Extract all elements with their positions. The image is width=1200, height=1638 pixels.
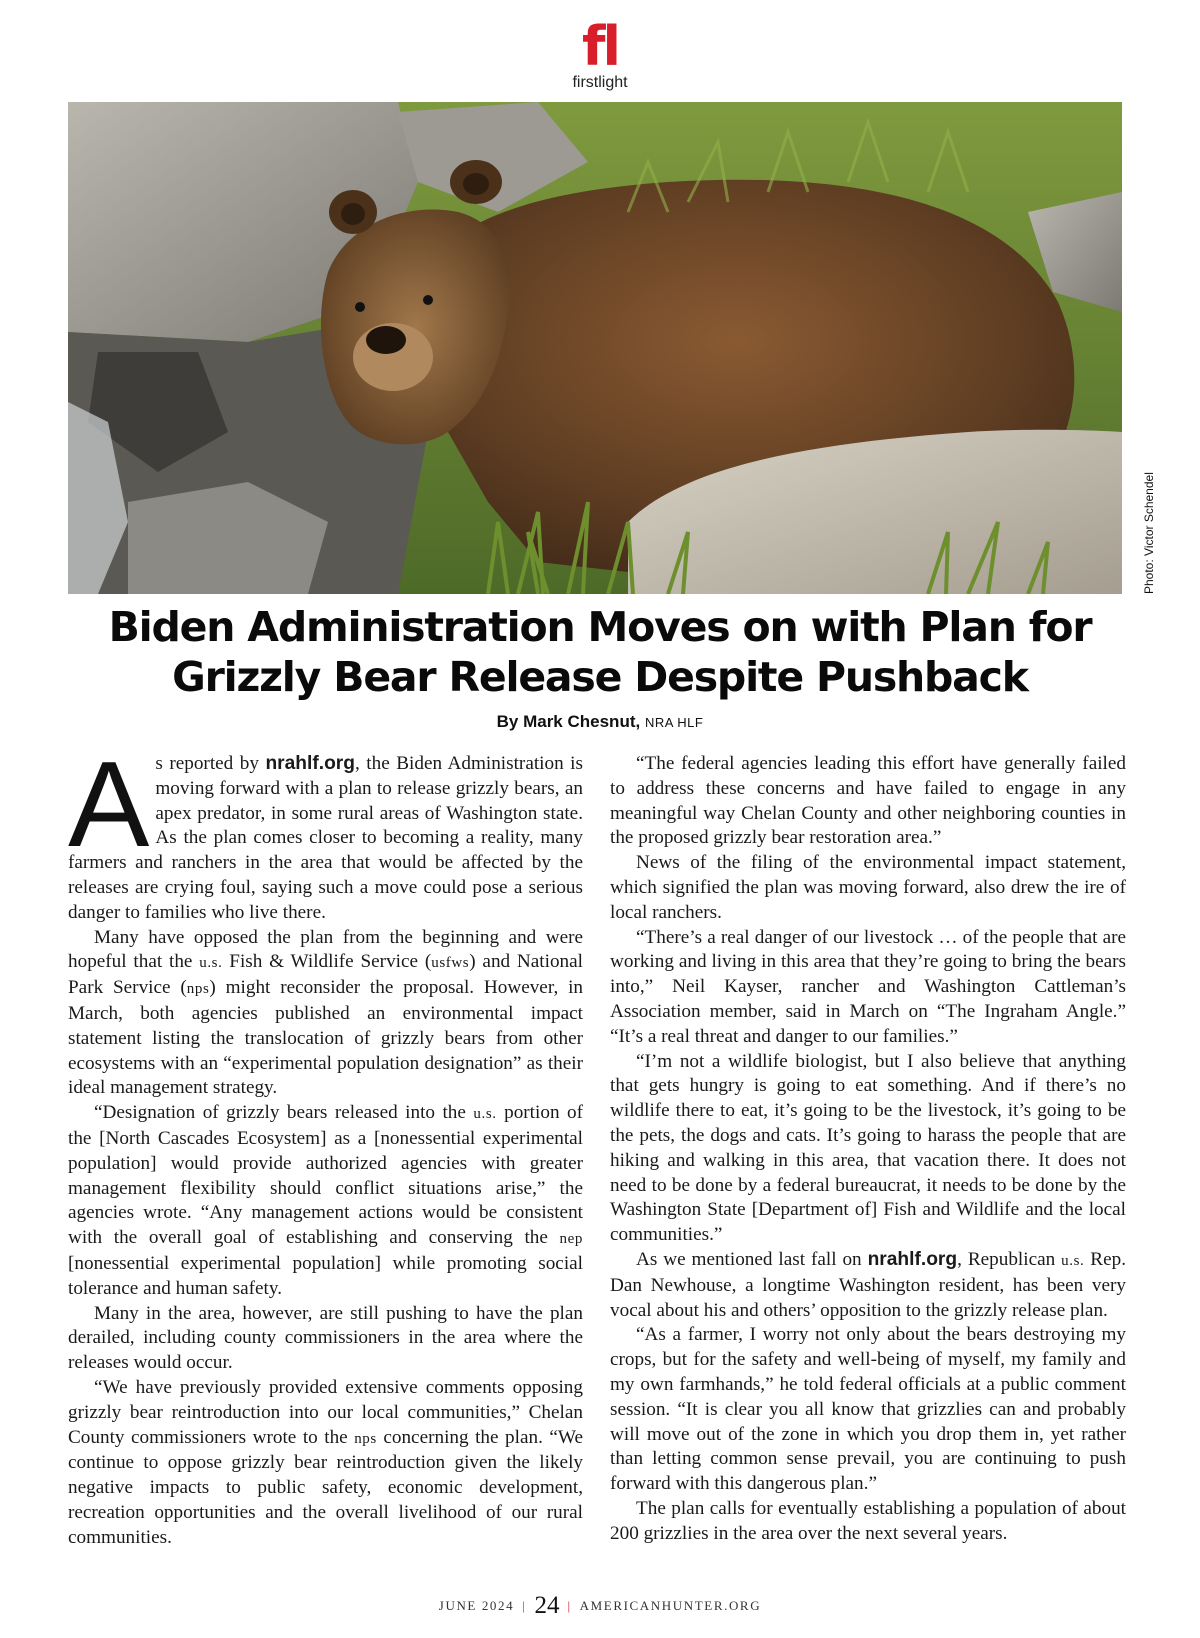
footer-site: AMERICANHUNTER.ORG [579,1598,762,1613]
article-paragraph: “We have previously provided extensive comments opposing grizzly bear reintroduction into our local communities,” Chelan County commissioners wrote to the nps concerning the plan. “We continue to oppose grizzly bear reintroduction given the likely negative impacts to public safety, economic development, recreation opportunities and the overall livelihood of our rural communities. [68,1376,583,1548]
byline-org: NRA HLF [644,715,704,730]
article-paragraph: “I’m not a wildlife biologist, but I also believe that anything that gets hungry is going to eat something. And if there’s no wildlife there to eat, it’s going to be the livestock, it’s going to be the pets, the dogs and cats. It’s going to harass the people that are hiking and walking in this area, that vacation there. It does not need to be done by a federal bureaucrat, it needs to be done by the Washington State [Department of] Fish and Wildlife and the local communities.” [610,1050,1126,1246]
footer-separator: | [522,1598,527,1613]
article-paragraph: News of the filing of the environmental impact statement, which signified the plan was moving forward, also drew the ire of local ranchers. [610,852,1126,923]
site-link[interactable]: nrahlf.org [265,753,355,774]
section-logo [0,15,1200,92]
article-paragraph: As reported by nrahlf.org, the Biden Administration is moving forward with a plan to release grizzly bears, an apex predator, in some rural areas of Washington state. As the plan comes closer to becoming a reality, many farmers and ranchers in the area that would be affected by the releases are crying foul, saying such a move could pose a serious danger to families who live there. [68,736,583,923]
footer-issue: JUNE 2024 [438,1598,515,1613]
article-paragraph: The plan calls for eventually establishing a population of about 200 grizzlies in the area over the next several years. [610,1497,1126,1544]
article-paragraph: As we mentioned last fall on nrahlf.org, Republican u.s. Rep. Dan Newhouse, a longtime Washington resident, has been very vocal about his and others’ opposition to the grizzly release plan. [610,1248,1126,1321]
article-paragraph: “There’s a real danger of our livestock … of the people that are working and living in this area that they’re going to bring the bears into,” Neil Kayser, rancher and Washington Cattleman’s Association member, said in March on “The Ingraham Angle.” “It’s a real threat and danger to our families.” [610,926,1126,1047]
photo-credit: Photo: Victor Schendel [1142,472,1156,594]
footer-separator: | [567,1598,572,1613]
section-logo-mark: fl [581,15,618,78]
article-paragraph: “Designation of grizzly bears released into the u.s. portion of the [North Cascades Ecosystem] as a [nonessential experimental population] would provide authorized agencies with greater management flexibility should conflict situations arise,” the agencies wrote. “Any management actions would be consistent with the overall goal of establishing and conserving the nep [nonessential experimental population] while promoting social tolerance and human safety. [68,1102,583,1299]
drop-cap: A [68,736,150,872]
article-paragraph: Many in the area, however, are still pushing to have the plan derailed, including county commissioners in the area where the releases would occur. [68,1302,583,1374]
article-paragraph: “The federal agencies leading this effort have generally failed to address these concerns and have failed to engage in any meaningful way Chelan County and other neighboring counties in the proposed grizzly bear restoration area.” [610,753,1126,849]
section-logo-word: firstlight [572,74,628,91]
article-column-right [610,752,1126,1547]
article-headline: Biden Administration Moves on with Plan for Grizzly Bear Release Despite Pushback [108,603,1092,701]
page-footer [0,1592,1200,1620]
byline-author: By Mark Chesnut, [496,712,641,731]
grizzly-bear-photo [68,102,1122,594]
site-link[interactable]: nrahlf.org [867,1248,958,1270]
article-paragraph: Many have opposed the plan from the beginning and were hopeful that the u.s. Fish & Wildlife Service (usfws) and National Park Service (nps) might reconsider the proposal. However, in March, both agencies published an environmental impact statement listing the translocation of grizzly bears from other ecosystems with an “experimental population designation” as their ideal management strategy. [68,926,583,1099]
page-number: 24 [534,1592,560,1619]
byline [0,712,1200,732]
article-paragraph: “As a farmer, I worry not only about the bears destroying my crops, but for the safety and well-being of myself, my family and my own farmhands,” he told federal officials at a public comment session. “It is clear you all know that grizzlies can and probably will move out of the zone in which you drop them in, yet rather than letting common sense prevail, you are continuing to push forward with this dangerous plan.” [610,1324,1126,1495]
article-column-left [68,736,583,1551]
